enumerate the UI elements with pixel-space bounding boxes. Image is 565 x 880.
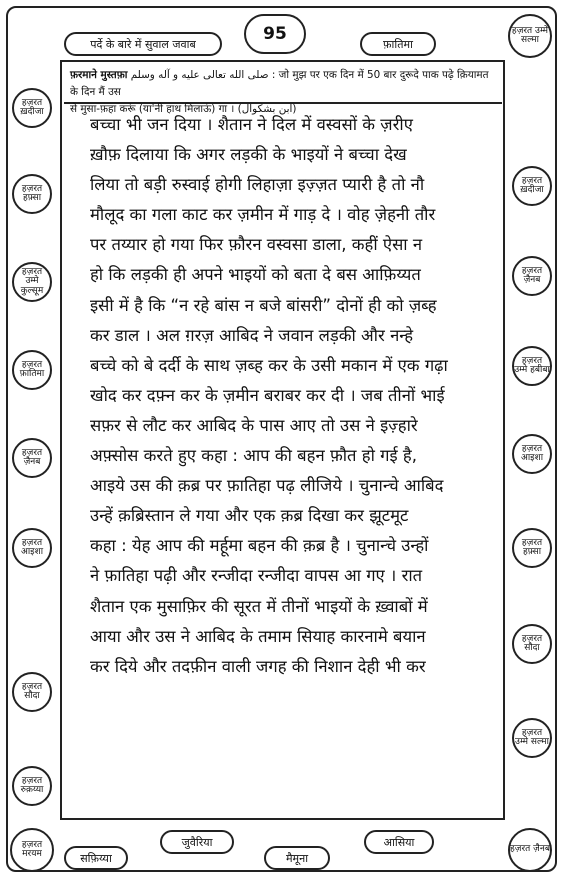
text-line: आया और उस ने आबिद के तमाम सियाह कारनामे बयान	[90, 626, 426, 646]
header-right-title: फ़ातिमा	[360, 32, 436, 56]
text-line: उन्हें क़ब्रिस्तान ले गया और एक क़ब्र दिखा कर झूटमूट	[90, 506, 409, 526]
right-badge: हज़रत ख़दीजा	[512, 166, 552, 206]
banner-label: फ़रमाने मुस्तफ़ा	[70, 69, 128, 81]
footer-badge: सफ़िय्या	[64, 846, 128, 870]
text-line: ख़ौफ़ दिलाया कि अगर लड़की के भाइयों ने बच्चा देख	[90, 145, 407, 165]
text-line: सफ़र से लौट कर आबिद के पास आए तो उस ने इज़्हारे	[90, 415, 418, 435]
left-badge: हज़रत सौदा	[12, 672, 52, 712]
footer-badge: मैमूना	[264, 846, 330, 870]
text-line: पर तय्यार हो गया फिर फ़ौरन वस्वसा डाला, कहीं ऐसा न	[90, 235, 423, 255]
left-badge: हज़रत आइशा	[12, 528, 52, 568]
text-line: इसी में है कि “न रहे बांस न बजे बांसरी” दोनों ही को ज़ब्ह	[90, 295, 437, 315]
text-line: शैतान एक मुसाफ़िर की सूरत में तीनों भाइयों के ख़्वाबों में	[90, 596, 428, 616]
left-badge: हज़रत रुक़य्या	[12, 766, 52, 806]
text-line: कर दिये और तदफ़ीन वाली जगह की निशान देही भी कर	[90, 656, 426, 676]
text-line: मौलूद का गला काट कर ज़मीन में गाड़ दे । वोह ज़ेहनी तौर	[90, 205, 436, 225]
header-left-title: पर्दे के बारे में सुवाल जवाब	[64, 32, 222, 56]
right-badge: हज़रत हफ़्सा	[512, 528, 552, 568]
footer-badge: आसिया	[364, 830, 434, 854]
right-badge: हज़रत ज़ैनब	[512, 256, 552, 296]
text-line: कहा : येह आप की मर्हूमा बहन की क़ब्र है । चुनान्चे उन्हों	[90, 536, 429, 556]
left-badge: हज़रत ख़दीजा	[12, 88, 52, 128]
left-badge: हज़रत हफ़्सा	[12, 174, 52, 214]
text-line: अफ़्सोस करते हुए कहा : आप की बहन फ़ौत हो गई है,	[90, 446, 418, 466]
page-number: 95	[244, 14, 306, 54]
text-line: लिया तो बड़ी रुस्वाई होगी लिहाज़ा इज़्ज़त प्यारी है तो नौ	[90, 175, 425, 195]
right-badge: हज़रत उम्मे सल्मा	[512, 718, 552, 758]
right-badge: हज़रत सौदा	[512, 624, 552, 664]
text-line: खोद कर दफ़्न कर के ज़मीन बराबर कर दी । जब तीनों भाई	[90, 385, 445, 405]
top-right-badge: हज़रत उम्मे सल्मा	[508, 14, 552, 58]
right-badge: हज़रत आइशा	[512, 434, 552, 474]
text-line: आइये उस की क़ब्र पर फ़ातिहा पढ़ लीजिये । चुनान्चे आबिद	[90, 476, 444, 496]
text-line: ने फ़ातिहा पढ़ी और रन्जीदा रन्जीदा वापस आ गए । रात	[90, 566, 423, 586]
left-badge: हज़रत फ़ातिमा	[12, 350, 52, 390]
left-badge: हज़रत ज़ैनब	[12, 438, 52, 478]
text-line: बच्चे को बे दर्दी के साथ ज़ब्ह कर के उसी मकान में एक गढ़ा	[90, 355, 448, 375]
banner-text-2: से मुसा-फ़हा करूं (या'नी हाथ मिलाऊं) गा । (ابن بشكوال)	[70, 103, 297, 115]
banner-salutation: صلى الله تعالى عليه و آله وسلم	[130, 69, 269, 81]
text-line: हो कि लड़की ही अपने भाइयों को बता दे बस आफ़िय्यत	[90, 265, 421, 285]
left-badge: हज़रत उम्मे कुल्सूम	[12, 262, 52, 302]
body-text	[90, 110, 502, 682]
footer-badge: जुवैरिया	[160, 830, 234, 854]
banner-text-1: : जो मुझ पर एक दिन में 50 बार दुरूदे पाक पढ़े क़ियामत के दिन मैं उस	[70, 69, 489, 98]
banner-line-1	[70, 67, 496, 101]
text-line: कर डाल । अल ग़रज़ आबिद ने जवान लड़की और नन्हे	[90, 325, 414, 345]
bottom-right-badge: हज़रत ज़ैनब	[508, 828, 552, 872]
text-line: बच्चा भी जन दिया । शैतान ने दिल में वस्वसों के ज़रीए	[90, 115, 413, 134]
bottom-left-badge: हज़रत मरयम	[10, 828, 54, 872]
right-badge: हज़रत उम्मे हबीबा	[512, 346, 552, 386]
banner	[64, 64, 502, 115]
